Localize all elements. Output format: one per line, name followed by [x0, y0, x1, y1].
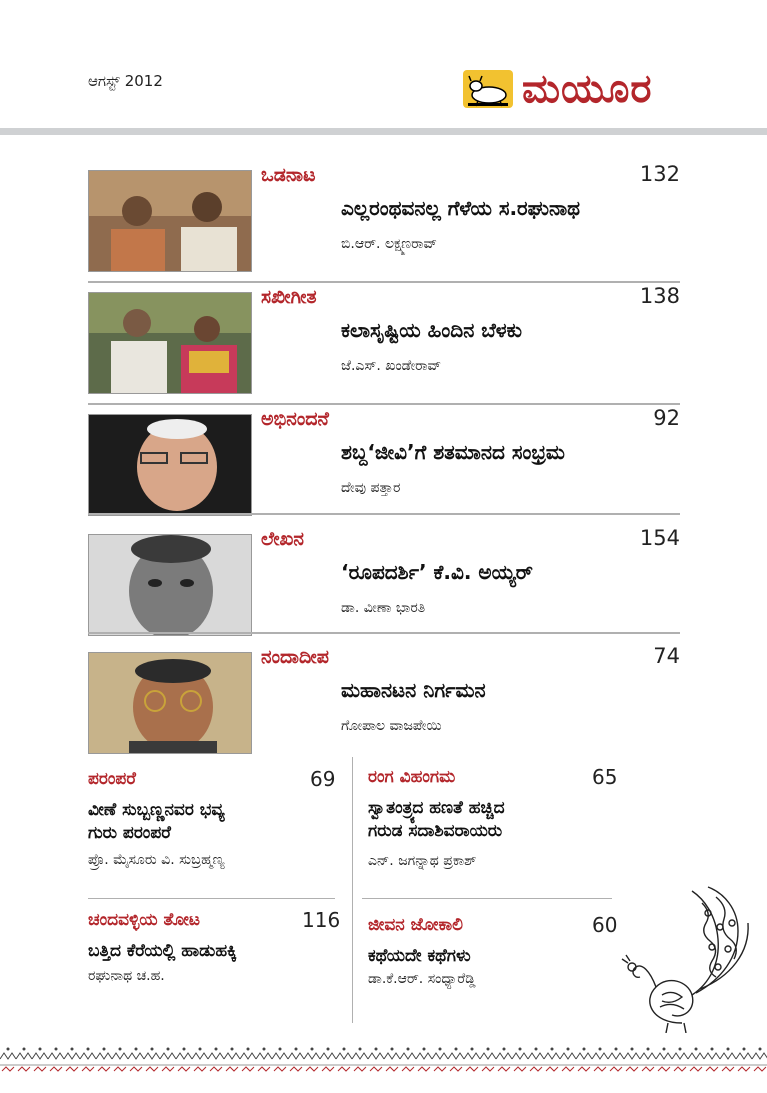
section-divider [88, 403, 680, 405]
page-number: 65 [592, 765, 618, 789]
feature-author: ಬಿ.ಆರ್. ಲಕ್ಷ್ಮಣರಾವ್ [341, 236, 437, 252]
page-number: 154 [639, 526, 680, 550]
feature-category: ಲೇಖನ [261, 528, 304, 550]
item-author: ರಘುನಾಥ ಚ.ಹ. [88, 968, 165, 984]
feature-photo [88, 170, 252, 272]
item-title[interactable] [368, 945, 471, 968]
feature-entry[interactable] [88, 162, 680, 274]
item-author: ಎನ್. ಜಗನ್ನಾಥ ಪ್ರಕಾಶ್ [368, 853, 477, 869]
feature-photo [88, 652, 252, 754]
page-number: 116 [302, 908, 341, 932]
section-divider [88, 281, 680, 283]
section-divider [88, 513, 680, 515]
item-category: ಪರಂಪರೆ [88, 769, 136, 789]
feature-photo [88, 414, 252, 516]
issue-date: ಆಗಸ್ಟ್ 2012 [88, 72, 163, 90]
item-title[interactable] [368, 797, 505, 843]
item-title-line: ಸ್ವಾತಂತ್ರ್ಯದ ಹಣತೆ ಹಚ್ಚಿದ [368, 798, 505, 818]
feature-title[interactable]: ಮಹಾನಟನ ನಿರ್ಗಮನ [341, 678, 486, 702]
page-number: 60 [592, 913, 618, 937]
decorative-border-icon [0, 1045, 767, 1075]
feature-author: ಡಾ. ವೀಣಾ ಭಾರತಿ [341, 600, 426, 616]
item-author: ಡಾ.ಕೆ.ಆರ್. ಸಂಧ್ಯಾರೆಡ್ಡಿ [368, 971, 476, 987]
feature-title[interactable]: ಎಲ್ಲರಂಥವನಲ್ಲ ಗೆಳೆಯ ಸ.ರಘುನಾಥ [341, 196, 581, 220]
feature-title[interactable]: ‘ರೂಪದರ್ಶಿ’ ಕೆ.ವಿ. ಅಯ್ಯರ್ [341, 560, 533, 584]
item-divider [88, 898, 335, 899]
magazine-logo [462, 66, 653, 112]
toc-item[interactable] [368, 767, 618, 877]
item-title-line: ಗರುಡ ಸದಾಶಿವರಾಯರು [368, 821, 503, 841]
peacock-illustration-icon [612, 883, 754, 1033]
toc-item[interactable] [368, 915, 618, 995]
feature-category: ಒಡನಾಟ [261, 164, 316, 186]
feature-category: ನಂದಾದೀಪ [261, 646, 329, 668]
section-divider [88, 632, 680, 634]
item-category: ರಂಗ ವಿಹಂಗಮ [368, 767, 456, 787]
feature-entry[interactable] [88, 284, 680, 396]
item-title-line: ವೀಣೆ ಸುಬ್ಬಣ್ಣನವರ ಭವ್ಯ [88, 800, 225, 820]
item-title-line: ಕಥೆಯದೇ ಕಥೆಗಳು [368, 946, 471, 966]
item-title[interactable] [88, 799, 225, 845]
item-title[interactable] [88, 940, 237, 963]
item-author: ಪ್ರೊ. ಮೈಸೂರು ವಿ. ಸುಬ್ರಹ್ಮಣ್ಯ [88, 852, 225, 868]
feature-entry[interactable] [88, 526, 680, 638]
feature-author: ಜೆ.ಎಸ್. ಖಂಡೇರಾವ್ [341, 358, 442, 374]
nandi-bull-icon [462, 69, 514, 109]
feature-category: ಅಭಿನಂದನೆ [261, 408, 329, 430]
page-number: 69 [310, 767, 336, 791]
column-divider [352, 757, 353, 1023]
toc-item[interactable] [88, 908, 341, 990]
item-category: ಚಂದವಳ್ಳಿಯ ತೋಟ [88, 910, 201, 930]
feature-title[interactable]: ಶಬ್ದ‘ಜೀವಿ’ಗೆ ಶತಮಾನದ ಸಂಭ್ರಮ [341, 440, 565, 464]
feature-entry[interactable] [88, 406, 680, 518]
item-category: ಜೀವನ ಜೋಕಾಲಿ [368, 915, 463, 935]
item-divider [362, 898, 612, 899]
feature-entry[interactable] [88, 644, 680, 756]
feature-author: ದೇವು ಪತ್ತಾರ [341, 480, 401, 496]
item-title-line: ಬತ್ತಿದ ಕೆರೆಯಲ್ಲಿ ಹಾಡುಹಕ್ಕಿ [88, 941, 237, 961]
page-number: 132 [639, 162, 680, 186]
page-number: 92 [653, 406, 680, 430]
item-title-line: ಗುರು ಪರಂಪರೆ [88, 823, 171, 843]
toc-item[interactable] [88, 769, 335, 879]
feature-title[interactable]: ಕಲಾಸೃಷ್ಟಿಯ ಹಿಂದಿನ ಬೆಳಕು [341, 318, 522, 342]
header-divider [0, 128, 767, 135]
page-number: 74 [653, 644, 680, 668]
feature-photo [88, 292, 252, 394]
feature-photo [88, 534, 252, 636]
feature-category: ಸಖೀಗೀತ [261, 286, 317, 308]
brand-name: ಮಯೂರ [522, 66, 653, 112]
page-number: 138 [639, 284, 680, 308]
feature-author: ಗೋಪಾಲ ವಾಜಪೇಯಿ [341, 718, 442, 734]
